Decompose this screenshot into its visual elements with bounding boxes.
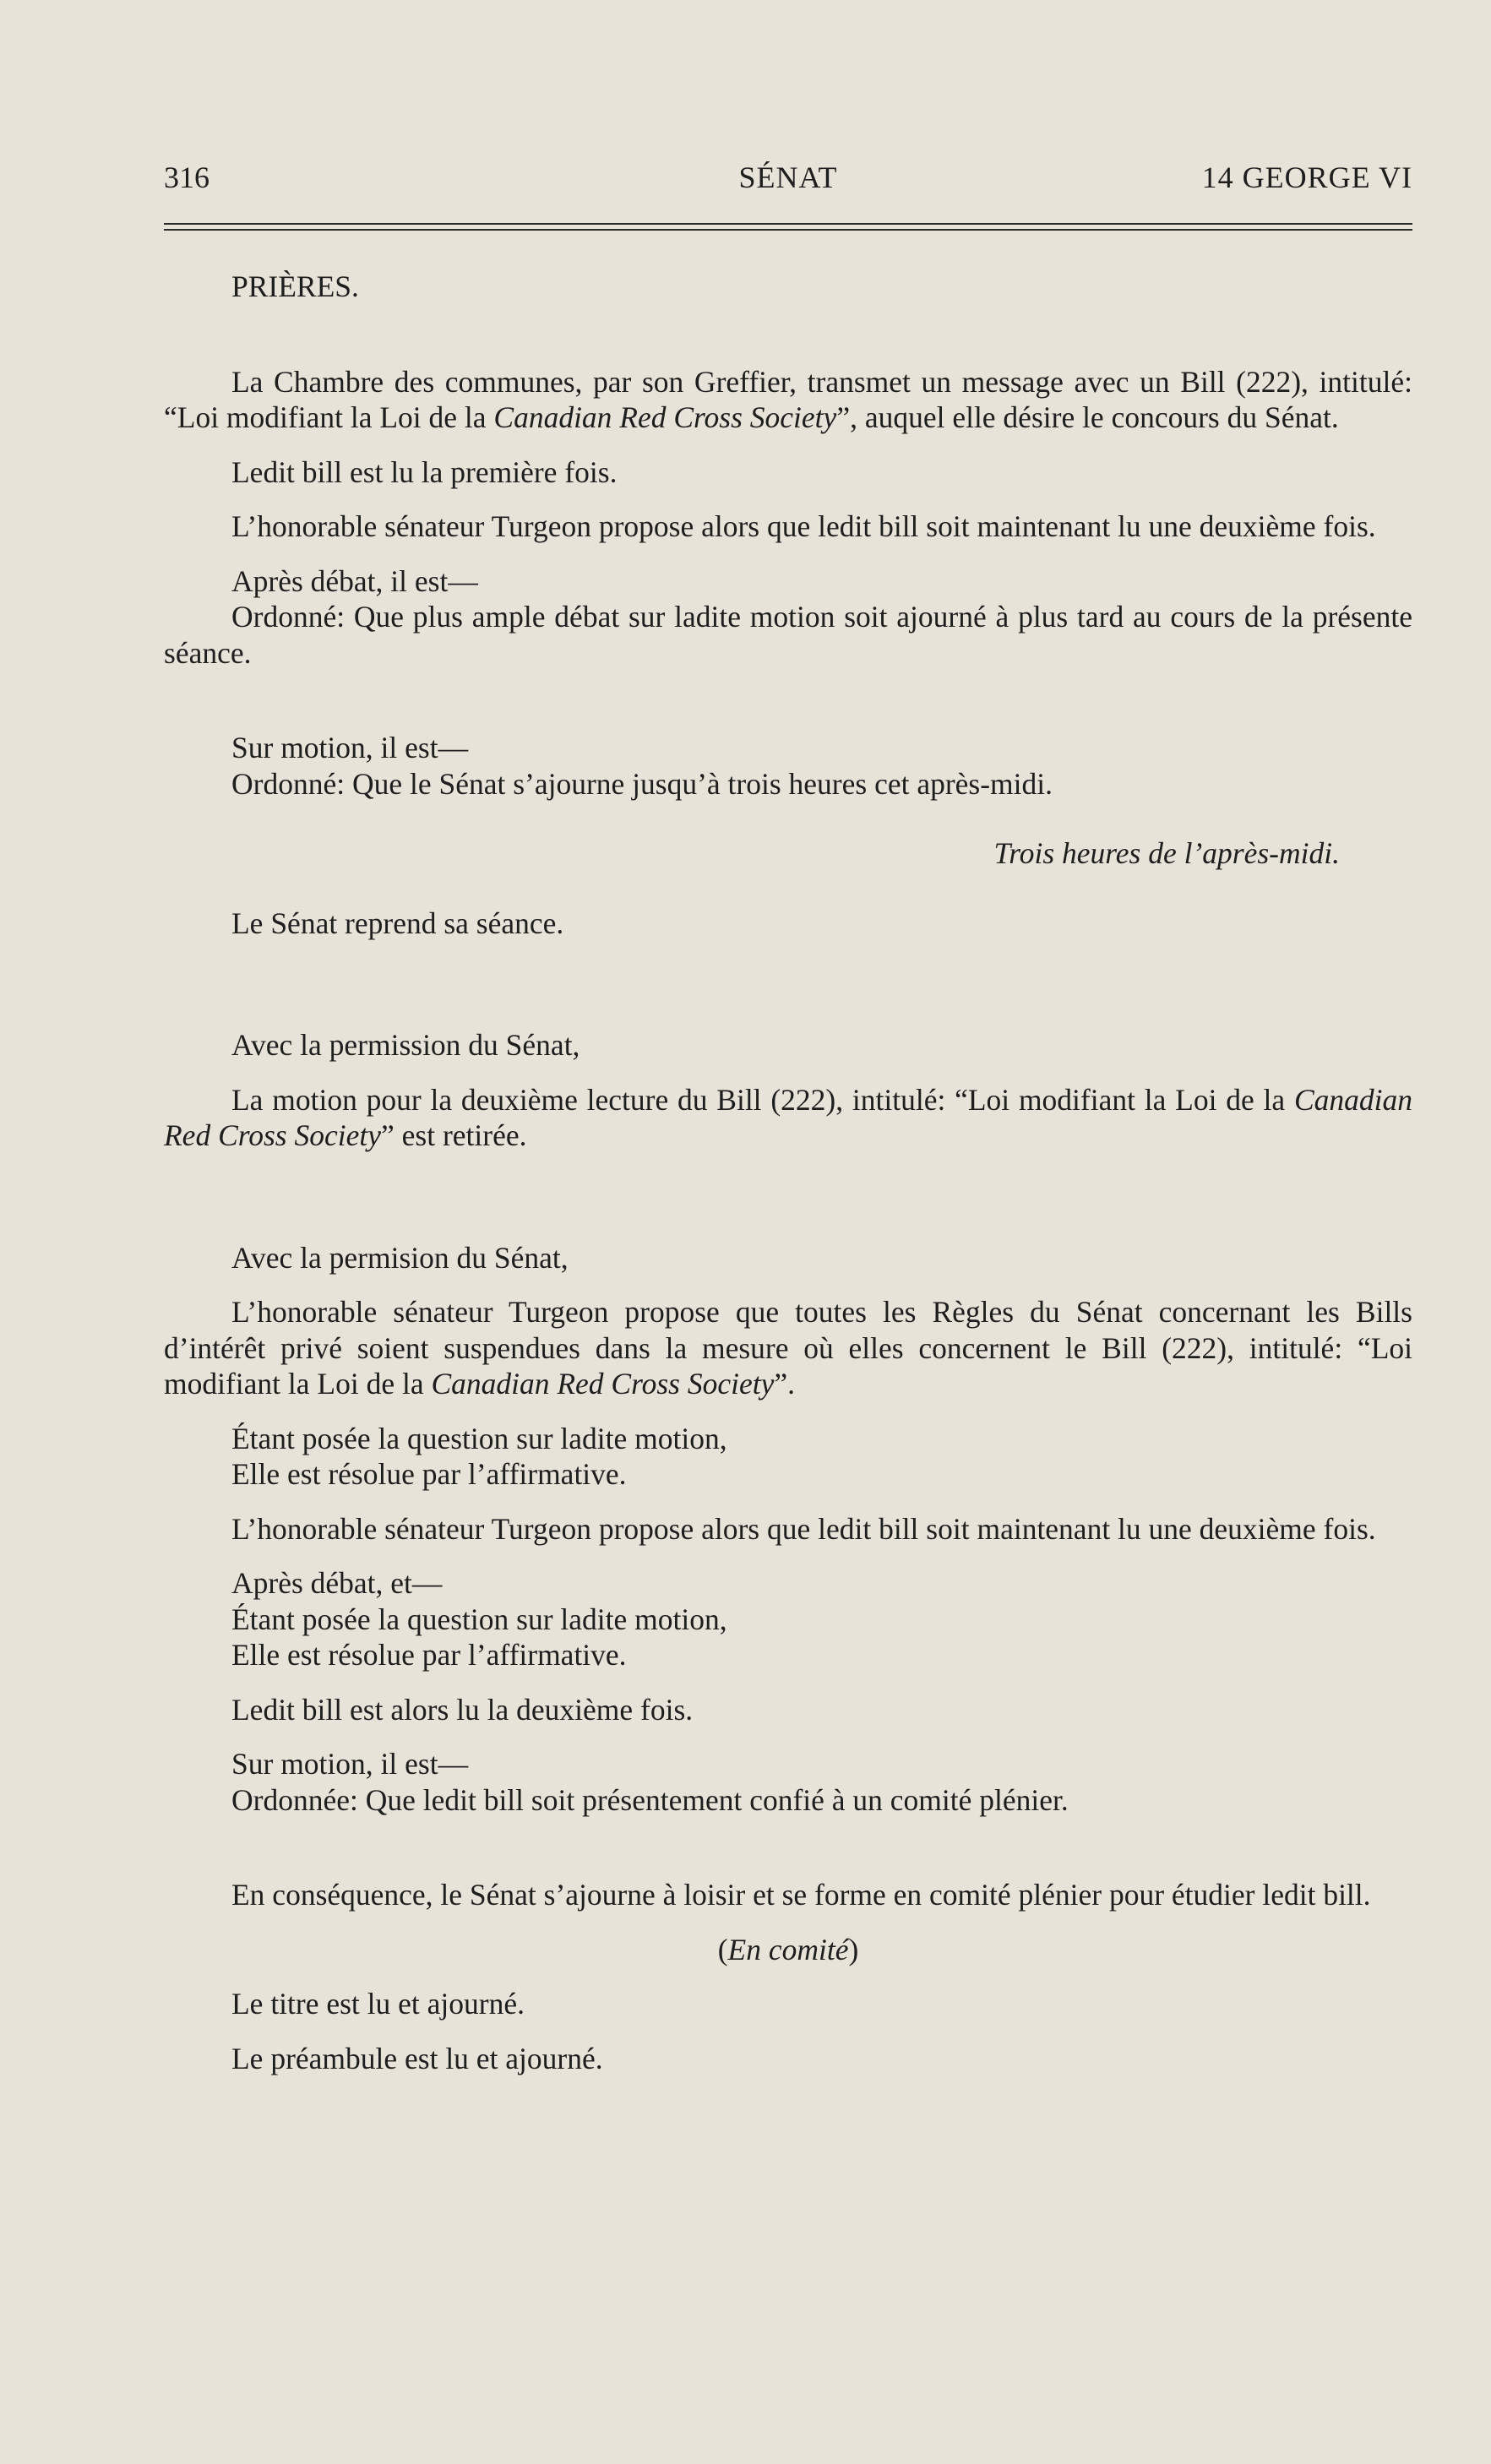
page-number: 316 (164, 160, 210, 194)
second-reading-motion-paragraph-2: L’honorable sénateur Turgeon propose alors que ledit bill soit maintenant lu une deuxième fois. (231, 1511, 1376, 1546)
second-reading-motion-paragraph: L’honorable sénateur Turgeon propose alors que ledit bill soit maintenant lu une deuxième fois. (231, 509, 1376, 543)
after-debate-line-2: Après débat, et— (231, 1566, 443, 1600)
question-put-line-2: Étant posée la question sur ladite motion, (231, 1602, 727, 1636)
prayers-heading: PRIÈRES. (231, 269, 359, 303)
header-rule-bottom (164, 229, 1412, 231)
header-rule-top (164, 223, 1412, 225)
ordered-committee-line: Ordonnée: Que ledit bill soit présentement confié à un comité plénier. (231, 1782, 1069, 1817)
on-motion-line: Sur motion, il est— (231, 731, 469, 764)
time-marker: Trois heures de l’après-midi. (993, 836, 1340, 870)
resolved-affirmative-line: Elle est résolue par l’affirmative. (231, 1457, 627, 1491)
title-read-line: Le titre est lu et ajourné. (231, 1987, 525, 2021)
after-debate-line: Après débat, il est— (231, 563, 478, 598)
preamble-read-line: Le préambule est lu et ajourné. (231, 2041, 603, 2075)
leave-of-senate-line-2: Avec la permision du Sénat, (231, 1240, 569, 1275)
senate-resumes-line: Le Sénat reprend sa séance. (231, 906, 564, 940)
second-reading-done-line: Ledit bill est alors lu la deuxième fois. (231, 1692, 694, 1727)
question-put-line: Étant posée la question sur ladite motion, (231, 1421, 727, 1455)
in-committee-marker: (En comité) (717, 1932, 859, 1966)
journal-body (164, 269, 1412, 2076)
running-title: SÉNAT (738, 160, 838, 194)
resolved-affirmative-line-2: Elle est résolue par l’affirmative. (231, 1638, 627, 1672)
leave-of-senate-line: Avec la permission du Sénat, (231, 1028, 580, 1062)
regnal-year: 14 GEORGE VI (1201, 160, 1412, 194)
ordered-senate-adjourn-line: Ordonné: Que le Sénat s’ajourne jusqu’à trois heures cet après-midi. (231, 766, 1053, 801)
first-reading-line: Ledit bill est lu la première fois. (231, 454, 618, 489)
rules-suspended-paragraph: L’honorable sénateur Turgeon propose que toutes les Règles du Sénat concernant les Bills d’intérêt privé soient suspendues dans la mesure où elles concernent le Bill (222), intitulé: “Loi modifiant la Loi de la Canadian Red Cross Society”. (164, 1295, 1412, 1401)
commons-message-paragraph: La Chambre des communes, par son Greffier, transmet un message avec un Bill (222), intitulé: “Loi modifiant la Loi de la Canadian Red Cross Society”, auquel elle désire le concours du Sénat. (164, 364, 1412, 434)
motion-withdrawn-paragraph: La motion pour la deuxième lecture du Bill (222), intitulé: “Loi modifiant la Loi de la Canadian Red Cross Society” est retirée. (164, 1082, 1412, 1152)
running-header (164, 157, 1412, 198)
committee-of-whole-paragraph: En conséquence, le Sénat s’ajourne à loisir et se forme en comité plénier pour étudier ledit bill. (231, 1878, 1371, 1912)
ordered-debate-adjourned-paragraph: Ordonné: Que plus ample débat sur ladite motion soit ajourné à plus tard au cours de la présente séance. (164, 600, 1412, 670)
on-motion-line-2: Sur motion, il est— (231, 1747, 469, 1781)
